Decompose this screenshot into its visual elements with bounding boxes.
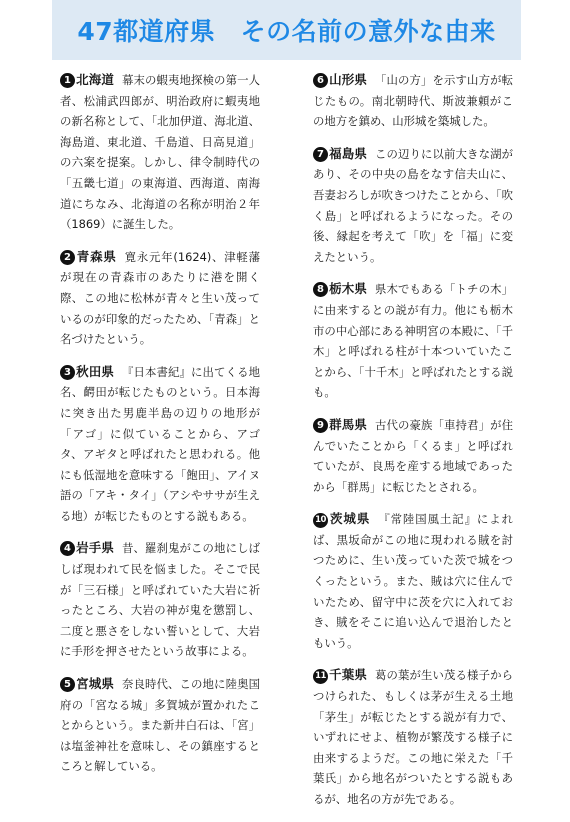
entry-number-badge: 6 <box>313 73 328 88</box>
prefecture-origin-text: 奈良時代、この地に陸奥国府の「宮なる城」多賀城が置かれたことからという。また新井白石は、「宮」は塩釜神社を意味し、その鎮座するところと解している。 <box>60 677 260 774</box>
prefecture-name: 栃木県 <box>329 281 367 297</box>
prefecture-entry-akita <box>60 362 260 527</box>
prefecture-origin-text: 『日本書紀』に出てくる地名、齶田が転じたものという。日本海に突き出た男鹿半島の辺りの地形が「アゴ」に似ていることから、アゴタ、アギタと呼ばれたと思われる。他にも低湿地を意味する「飽田」、アイヌ語の「アキ・タイ」（アシやササが生える地）が転じたものとする説もある。 <box>60 364 260 523</box>
entry-number-badge: 4 <box>60 541 75 556</box>
entry-number-badge: 3 <box>60 365 75 380</box>
prefecture-name: 茨城県 <box>329 511 371 527</box>
entry-number-badge: 9 <box>313 418 328 433</box>
prefecture-entry-chiba <box>313 665 513 809</box>
page-title: 47都道府県 その名前の意外な由来 <box>77 17 496 46</box>
right-column <box>313 70 513 822</box>
prefecture-name: 福島県 <box>329 145 367 161</box>
prefecture-entry-gunma <box>313 415 513 497</box>
prefecture-name: 山形県 <box>329 72 367 87</box>
prefecture-origin-text: 「山の方」を示す山方が転じたもの。南北朝時代、斯波兼頼がこの地方を鎮め、山形城を築城した。 <box>313 73 513 129</box>
prefecture-entry-hokkaido <box>60 70 260 235</box>
entry-number-badge: 8 <box>313 282 328 297</box>
entry-number-badge: 5 <box>60 677 75 692</box>
left-column <box>60 70 260 789</box>
entry-number-badge: 2 <box>60 250 75 265</box>
prefecture-origin-text: 幕末の蝦夷地探検の第一人者、松浦武四郎が、明治政府に蝦夷地の新名称として、「北加伊道、海北道、海島道、東北道、千島道、日高見道」の六案を提案。しかし、律令制時代の「五畿七道」の東海道、西海道、南海道にちなみ、北海道の名称が明治２年（1869）に誕生した。 <box>60 73 260 232</box>
prefecture-origin-text: この辺りに以前大きな湖があり、その中央の島をなす信夫山に、吾妻おろしが吹きつけたことから、「吹く島」と呼ばれるようになった。その後、縁起を考えて「吹」を「福」に変えたという。 <box>313 146 513 264</box>
entry-number-badge: 11 <box>313 669 328 684</box>
prefecture-name: 北海道 <box>76 72 114 87</box>
prefecture-origin-text: 葛の葉が生い茂る様子からつけられた、もしくは茅が生える土地「茅生」が転じたとする説が有力で、いずれにせよ、植物が繁茂する様子に由来するようだ。この地に栄えた「千葉氏」から地名がついたとする説もあるが、地名の方が先である。 <box>313 668 513 806</box>
prefecture-entry-tochigi <box>313 279 513 403</box>
entry-number-badge: 1 <box>60 73 75 88</box>
prefecture-entry-iwate <box>60 538 260 662</box>
prefecture-entry-miyagi <box>60 674 260 777</box>
prefecture-entry-yamagata <box>313 70 513 132</box>
prefecture-name: 秋田県 <box>76 363 114 379</box>
prefecture-entry-aomori <box>60 247 260 350</box>
prefecture-name: 青森県 <box>76 248 117 264</box>
prefecture-entry-fukushima <box>313 144 513 268</box>
prefecture-origin-text: 昔、羅刹鬼がこの地にしばしば現われて民を悩ました。そこで民が「三石様」と呼ばれていた大岩に祈ったところ、大岩の神が鬼を懲罰し、二度と悪さをしない誓いとして、大岩に手形を押させたという故事による。 <box>60 541 260 659</box>
entry-number-badge: 10 <box>313 513 328 528</box>
prefecture-name: 宮城県 <box>76 676 114 692</box>
prefecture-origin-text: 県木でもある「トチの木」に由来するとの説が有力。他にも栃木市の中心部にある神明宮の本殿に、「千木」と呼ばれる柱が十本ついていたことから、「十千木」と呼ばれたとする説も。 <box>313 282 513 400</box>
prefecture-origin-text: 『常陸国風土記』によれば、黒坂命がこの地に現われる賊を討つために、生い茂っていた茨で城をつくったという。また、賊は穴に住んでいたため、留守中に茨を穴に入れておき、賊をそこに追い込んで退治したともいう。 <box>313 512 513 650</box>
prefecture-name: 千葉県 <box>329 667 367 683</box>
prefecture-entry-ibaraki <box>313 509 513 653</box>
entry-number-badge: 7 <box>313 147 328 162</box>
prefecture-origin-text: 古代の豪族「車持君」が住んでいたことから「くるま」と呼ばれていたが、良馬を産する地域であったから「群馬」に転じたとされる。 <box>313 417 513 494</box>
prefecture-name: 岩手県 <box>76 540 114 556</box>
prefecture-name: 群馬県 <box>329 416 367 432</box>
title-banner <box>52 0 521 60</box>
prefecture-origin-text: 寛永元年(1624)、津軽藩が現在の青森市のあたりに港を開く際、この地に松林が青々と生い茂っているのが印象的だったため、「青森」と名づけたという。 <box>60 249 260 347</box>
